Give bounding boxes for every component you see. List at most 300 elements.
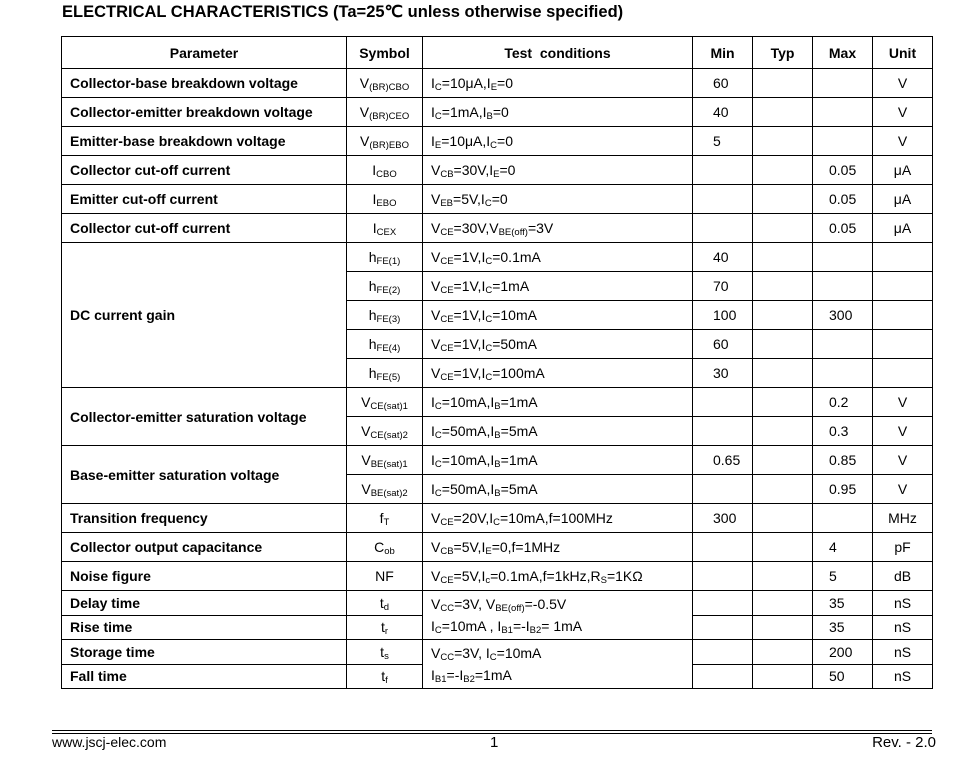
typ-value bbox=[753, 69, 813, 98]
subscript-text: CE bbox=[440, 314, 454, 325]
min-value bbox=[693, 388, 753, 417]
text-segment: =1mA,I bbox=[441, 104, 487, 120]
parameter-dc-current-gain: DC current gain bbox=[62, 243, 347, 388]
parameter-cell: Fall time bbox=[62, 664, 347, 689]
min-value: 0.65 bbox=[693, 446, 753, 475]
text-segment: I bbox=[431, 104, 435, 120]
subscript-text: FE(1) bbox=[376, 256, 401, 267]
text-segment: h bbox=[368, 307, 377, 323]
subscript-text: (BR)CBO bbox=[369, 82, 410, 93]
unit-value: nS bbox=[873, 591, 933, 616]
parameter-cell: Collector-base breakdown voltage bbox=[62, 69, 347, 98]
text-segment: I bbox=[431, 452, 435, 468]
text-segment: =5mA bbox=[500, 481, 538, 497]
subscript-text: C bbox=[434, 111, 442, 122]
min-value: 40 bbox=[693, 98, 753, 127]
parameter-ce-saturation-voltage: Collector-emitter saturation voltage bbox=[62, 388, 347, 446]
test-condition-cell bbox=[423, 640, 693, 689]
unit-value: nS bbox=[873, 615, 933, 640]
parameter-cell: Collector-emitter breakdown voltage bbox=[62, 98, 347, 127]
max-value: 0.05 bbox=[813, 185, 873, 214]
header-symbol: Symbol bbox=[347, 37, 423, 69]
text-segment: =1mA bbox=[500, 452, 538, 468]
text-segment: =0.1mA,f=1kHz,R bbox=[490, 568, 601, 584]
unit-value: V bbox=[873, 98, 933, 127]
table-row bbox=[62, 504, 933, 533]
text-segment: =3V, V bbox=[454, 596, 496, 612]
table-row bbox=[62, 591, 933, 616]
subscript-text: FE(2) bbox=[376, 285, 401, 296]
test-condition-cell bbox=[423, 214, 693, 243]
min-value bbox=[693, 475, 753, 504]
subscript-text: CE bbox=[440, 517, 454, 528]
text-segment: =10mA bbox=[492, 307, 537, 323]
typ-value bbox=[753, 664, 813, 689]
max-value: 4 bbox=[813, 533, 873, 562]
text-segment: h bbox=[368, 278, 377, 294]
subscript-text: BE(off) bbox=[495, 603, 525, 614]
unit-value: μA bbox=[873, 214, 933, 243]
max-value bbox=[813, 127, 873, 156]
unit-value: μA bbox=[873, 185, 933, 214]
symbol-cell bbox=[347, 98, 423, 127]
subscript-text: CE bbox=[440, 285, 454, 296]
section-title: ELECTRICAL CHARACTERISTICS (Ta=25℃ unless otherwise specified) bbox=[62, 3, 624, 21]
text-segment: f bbox=[379, 510, 384, 526]
footer-divider bbox=[52, 730, 932, 731]
subscript-text: CE bbox=[440, 372, 454, 383]
min-value: 40 bbox=[693, 243, 753, 272]
subscript-text: CE bbox=[440, 256, 454, 267]
text-segment: =10mA,I bbox=[441, 452, 495, 468]
subscript-text: CE bbox=[440, 227, 454, 238]
table-row bbox=[62, 533, 933, 562]
table-row bbox=[62, 69, 933, 98]
header-parameter: Parameter bbox=[62, 37, 347, 69]
unit-value: pF bbox=[873, 533, 933, 562]
symbol-cell bbox=[347, 533, 423, 562]
text-segment: =1mA bbox=[500, 394, 538, 410]
unit-value: MHz bbox=[873, 504, 933, 533]
unit-value: dB bbox=[873, 562, 933, 591]
text-segment: =50mA bbox=[492, 336, 537, 352]
subscript-text: EBO bbox=[376, 198, 397, 209]
subscript-text: c bbox=[485, 575, 491, 586]
text-segment: =-I bbox=[446, 667, 464, 683]
subscript-text: CE bbox=[440, 575, 454, 586]
test-condition-cell bbox=[423, 475, 693, 504]
symbol-cell bbox=[347, 214, 423, 243]
test-condition-cell bbox=[423, 591, 693, 640]
condition-line bbox=[431, 593, 692, 615]
max-value bbox=[813, 504, 873, 533]
min-value bbox=[693, 417, 753, 446]
typ-value bbox=[753, 359, 813, 388]
typ-value bbox=[753, 562, 813, 591]
subscript-text: S bbox=[600, 575, 607, 586]
symbol-cell bbox=[347, 156, 423, 185]
subscript-text: (BR)CEO bbox=[369, 111, 410, 122]
header-unit: Unit bbox=[873, 37, 933, 69]
subscript-text: FE(5) bbox=[376, 372, 401, 383]
text-segment: =50mA,I bbox=[441, 481, 495, 497]
symbol-cell bbox=[347, 359, 423, 388]
text-segment: =50mA,I bbox=[441, 423, 495, 439]
text-segment: =1mA bbox=[492, 278, 530, 294]
table-body bbox=[62, 69, 933, 689]
subscript-text: C bbox=[485, 256, 493, 267]
min-value: 60 bbox=[693, 69, 753, 98]
text-segment: V bbox=[431, 336, 441, 352]
condition-line bbox=[431, 642, 692, 664]
max-value: 35 bbox=[813, 591, 873, 616]
subscript-text: C bbox=[434, 430, 442, 441]
typ-value bbox=[753, 272, 813, 301]
test-condition-cell bbox=[423, 301, 693, 330]
test-condition-cell bbox=[423, 127, 693, 156]
max-value: 5 bbox=[813, 562, 873, 591]
subscript-text: C bbox=[484, 198, 492, 209]
unit-value: nS bbox=[873, 664, 933, 689]
test-condition-cell bbox=[423, 98, 693, 127]
min-value bbox=[693, 615, 753, 640]
typ-value bbox=[753, 243, 813, 272]
symbol-cell bbox=[347, 475, 423, 504]
max-value: 300 bbox=[813, 301, 873, 330]
subscript-text: E bbox=[490, 82, 498, 93]
max-value: 35 bbox=[813, 615, 873, 640]
typ-value bbox=[753, 388, 813, 417]
subscript-text: C bbox=[490, 140, 498, 151]
table-row bbox=[62, 214, 933, 243]
parameter-cell: Delay time bbox=[62, 591, 347, 616]
condition-line bbox=[431, 664, 692, 686]
parameter-cell: Emitter cut-off current bbox=[62, 185, 347, 214]
subscript-text: B bbox=[494, 459, 501, 470]
typ-value bbox=[753, 301, 813, 330]
unit-value: V bbox=[873, 417, 933, 446]
text-segment: =5mA bbox=[500, 423, 538, 439]
text-segment: = 1mA bbox=[541, 618, 583, 634]
text-segment: V bbox=[431, 307, 441, 323]
text-segment: =1mA bbox=[474, 667, 512, 683]
text-segment: V bbox=[360, 133, 370, 149]
text-segment: =10μA,I bbox=[441, 133, 491, 149]
text-segment: V bbox=[431, 162, 441, 178]
min-value: 60 bbox=[693, 330, 753, 359]
text-segment: I bbox=[431, 423, 435, 439]
header-typ: Typ bbox=[753, 37, 813, 69]
text-segment: =10mA,I bbox=[441, 394, 495, 410]
subscript-text: C bbox=[434, 625, 442, 636]
subscript-text: B1 bbox=[434, 674, 447, 685]
subscript-text: C bbox=[434, 459, 442, 470]
text-segment: =1V,I bbox=[453, 278, 486, 294]
text-segment: =30V,I bbox=[453, 162, 494, 178]
text-segment: h bbox=[368, 365, 377, 381]
subscript-text: C bbox=[434, 82, 442, 93]
symbol-cell bbox=[347, 272, 423, 301]
test-condition-cell bbox=[423, 243, 693, 272]
max-value: 200 bbox=[813, 640, 873, 665]
min-value: 5 bbox=[693, 127, 753, 156]
table-row bbox=[62, 388, 933, 417]
text-segment: V bbox=[431, 278, 441, 294]
typ-value bbox=[753, 615, 813, 640]
text-segment: I bbox=[431, 481, 435, 497]
text-segment: =100mA bbox=[492, 365, 545, 381]
min-value bbox=[693, 640, 753, 665]
max-value bbox=[813, 243, 873, 272]
min-value bbox=[693, 533, 753, 562]
text-segment: =1KΩ bbox=[606, 568, 643, 584]
text-segment: =20V,I bbox=[453, 510, 494, 526]
max-value: 0.2 bbox=[813, 388, 873, 417]
unit-value: V bbox=[873, 69, 933, 98]
typ-value bbox=[753, 417, 813, 446]
typ-value bbox=[753, 475, 813, 504]
symbol-cell bbox=[347, 504, 423, 533]
condition-line bbox=[431, 615, 692, 637]
min-value bbox=[693, 562, 753, 591]
table-row bbox=[62, 243, 933, 272]
subscript-text: B bbox=[494, 488, 501, 499]
subscript-text: B bbox=[494, 430, 501, 441]
text-segment: =5V,I bbox=[453, 191, 485, 207]
typ-value bbox=[753, 156, 813, 185]
test-condition-cell bbox=[423, 69, 693, 98]
text-segment: =3V bbox=[527, 220, 554, 236]
subscript-text: (BR)EBO bbox=[369, 140, 409, 151]
table-row bbox=[62, 98, 933, 127]
text-segment: I bbox=[431, 133, 435, 149]
text-segment: =0 bbox=[497, 75, 514, 91]
parameter-cell: Transition frequency bbox=[62, 504, 347, 533]
text-segment: V bbox=[431, 568, 441, 584]
electrical-characteristics-table bbox=[61, 36, 933, 689]
text-segment: V bbox=[431, 220, 441, 236]
text-segment: =-0.5V bbox=[524, 596, 567, 612]
symbol-cell bbox=[347, 446, 423, 475]
text-segment: =1V,I bbox=[453, 365, 486, 381]
max-value bbox=[813, 98, 873, 127]
text-segment: V bbox=[361, 481, 371, 497]
table-row bbox=[62, 562, 933, 591]
subscript-text: C bbox=[485, 372, 493, 383]
text-segment: =10mA,f=100MHz bbox=[500, 510, 613, 526]
symbol-cell bbox=[347, 243, 423, 272]
text-segment: =-I bbox=[512, 618, 530, 634]
parameter-cell: Storage time bbox=[62, 640, 347, 665]
subscript-text: T bbox=[383, 517, 390, 528]
symbol-cell bbox=[347, 301, 423, 330]
text-segment: V bbox=[431, 365, 441, 381]
typ-value bbox=[753, 127, 813, 156]
min-value bbox=[693, 156, 753, 185]
text-segment: =10μA,I bbox=[441, 75, 491, 91]
symbol-cell bbox=[347, 591, 423, 616]
typ-value bbox=[753, 330, 813, 359]
subscript-text: C bbox=[485, 285, 493, 296]
text-segment: I bbox=[372, 220, 377, 236]
typ-value bbox=[753, 504, 813, 533]
max-value: 0.85 bbox=[813, 446, 873, 475]
min-value bbox=[693, 214, 753, 243]
symbol-cell bbox=[347, 640, 423, 665]
subscript-text: E bbox=[493, 169, 500, 180]
text-segment: t bbox=[381, 668, 386, 685]
text-segment: =1V,I bbox=[453, 336, 486, 352]
text-segment: V bbox=[359, 104, 370, 120]
table-header-row bbox=[62, 37, 933, 69]
min-value: 70 bbox=[693, 272, 753, 301]
text-segment: h bbox=[368, 336, 377, 352]
typ-value bbox=[753, 640, 813, 665]
text-segment: =30V,V bbox=[453, 220, 499, 236]
subscript-text: d bbox=[383, 601, 390, 613]
min-value: 30 bbox=[693, 359, 753, 388]
subscript-text: E bbox=[434, 140, 442, 151]
text-segment: =0,f=1MHz bbox=[491, 539, 561, 555]
max-value bbox=[813, 359, 873, 388]
max-value: 0.3 bbox=[813, 417, 873, 446]
typ-value bbox=[753, 214, 813, 243]
text-segment: V bbox=[361, 423, 371, 439]
subscript-text: C bbox=[434, 488, 442, 499]
subscript-text: ob bbox=[384, 546, 395, 557]
unit-value: nS bbox=[873, 640, 933, 665]
subscript-text: B bbox=[494, 401, 501, 412]
subscript-text: BE(off) bbox=[498, 227, 528, 238]
text-segment: =0 bbox=[499, 162, 516, 178]
text-segment: =0 bbox=[497, 133, 514, 149]
text-segment: I bbox=[372, 191, 377, 207]
symbol-cell bbox=[347, 185, 423, 214]
unit-value bbox=[873, 301, 933, 330]
max-value bbox=[813, 69, 873, 98]
text-segment: =5V,I bbox=[453, 568, 486, 584]
text-segment: NF bbox=[375, 568, 394, 584]
subscript-text: B2 bbox=[463, 674, 475, 685]
subscript-text: C bbox=[493, 517, 501, 528]
text-segment: =3V, I bbox=[454, 645, 490, 661]
text-segment: I bbox=[431, 75, 435, 91]
unit-value bbox=[873, 272, 933, 301]
test-condition-cell bbox=[423, 417, 693, 446]
subscript-text: BE(sat)1 bbox=[370, 459, 408, 470]
subscript-text: CE(sat)1 bbox=[370, 401, 408, 412]
text-segment: C bbox=[374, 539, 385, 555]
test-condition-cell bbox=[423, 330, 693, 359]
symbol-cell bbox=[347, 330, 423, 359]
text-segment: V bbox=[431, 191, 441, 207]
text-segment: V bbox=[431, 539, 441, 555]
unit-value bbox=[873, 330, 933, 359]
test-condition-cell bbox=[423, 156, 693, 185]
text-segment: I bbox=[431, 618, 435, 634]
parameter-cell: Collector cut-off current bbox=[62, 214, 347, 243]
min-value bbox=[693, 591, 753, 616]
symbol-cell bbox=[347, 664, 423, 689]
text-segment: t bbox=[380, 643, 385, 660]
subscript-text: C bbox=[485, 343, 493, 354]
typ-value bbox=[753, 591, 813, 616]
symbol-cell bbox=[347, 417, 423, 446]
subscript-text: CB bbox=[440, 546, 454, 557]
symbol-cell bbox=[347, 615, 423, 640]
test-condition-cell bbox=[423, 562, 693, 591]
test-condition-cell bbox=[423, 388, 693, 417]
min-value: 100 bbox=[693, 301, 753, 330]
subscript-text: CB bbox=[440, 169, 454, 180]
typ-value bbox=[753, 533, 813, 562]
unit-value: V bbox=[873, 388, 933, 417]
parameter-be-saturation-voltage: Base-emitter saturation voltage bbox=[62, 446, 347, 504]
subscript-text: C bbox=[434, 401, 442, 412]
subscript-text: f bbox=[385, 675, 388, 687]
subscript-text: s bbox=[384, 650, 389, 662]
subscript-text: EB bbox=[440, 198, 454, 209]
unit-value: μA bbox=[873, 156, 933, 185]
min-value bbox=[693, 664, 753, 689]
parameter-cell: Emitter-base breakdown voltage bbox=[62, 127, 347, 156]
header-test-conditions: Test conditions bbox=[423, 37, 693, 69]
text-segment: V bbox=[431, 510, 441, 526]
min-value bbox=[693, 185, 753, 214]
text-segment: h bbox=[368, 249, 377, 265]
text-segment: t bbox=[379, 594, 384, 611]
subscript-text: C bbox=[485, 314, 493, 325]
text-segment: I bbox=[431, 667, 435, 683]
text-segment: =0 bbox=[491, 191, 508, 207]
symbol-cell bbox=[347, 127, 423, 156]
test-condition-cell bbox=[423, 533, 693, 562]
header-max: Max bbox=[813, 37, 873, 69]
subscript-text: B bbox=[486, 111, 493, 122]
subscript-text: FE(4) bbox=[376, 343, 401, 354]
footer-revision: Rev. - 2.0 bbox=[872, 734, 936, 751]
text-segment: I bbox=[372, 162, 377, 178]
subscript-text: BE(sat)2 bbox=[370, 488, 408, 499]
table-row bbox=[62, 640, 933, 665]
text-segment: V bbox=[431, 249, 441, 265]
table-row bbox=[62, 185, 933, 214]
parameter-cell: Collector cut-off current bbox=[62, 156, 347, 185]
text-segment: t bbox=[380, 619, 385, 636]
text-segment: V bbox=[431, 596, 441, 612]
max-value: 0.05 bbox=[813, 214, 873, 243]
footer-page-number: 1 bbox=[490, 734, 499, 751]
subscript-text: FE(3) bbox=[376, 314, 401, 325]
table-row bbox=[62, 127, 933, 156]
parameter-cell: Noise figure bbox=[62, 562, 347, 591]
text-segment: V bbox=[359, 75, 370, 91]
text-segment: =10mA , I bbox=[441, 618, 502, 634]
subscript-text: CE bbox=[440, 343, 454, 354]
table-row bbox=[62, 446, 933, 475]
subscript-text: CEX bbox=[376, 227, 397, 238]
subscript-text: C bbox=[489, 652, 497, 663]
symbol-cell bbox=[347, 388, 423, 417]
text-segment: V bbox=[431, 645, 441, 661]
typ-value bbox=[753, 185, 813, 214]
test-condition-cell bbox=[423, 446, 693, 475]
symbol-cell bbox=[347, 69, 423, 98]
parameter-cell: Collector output capacitance bbox=[62, 533, 347, 562]
unit-value: V bbox=[873, 475, 933, 504]
symbol-cell bbox=[347, 562, 423, 591]
subscript-text: CC bbox=[440, 652, 455, 663]
